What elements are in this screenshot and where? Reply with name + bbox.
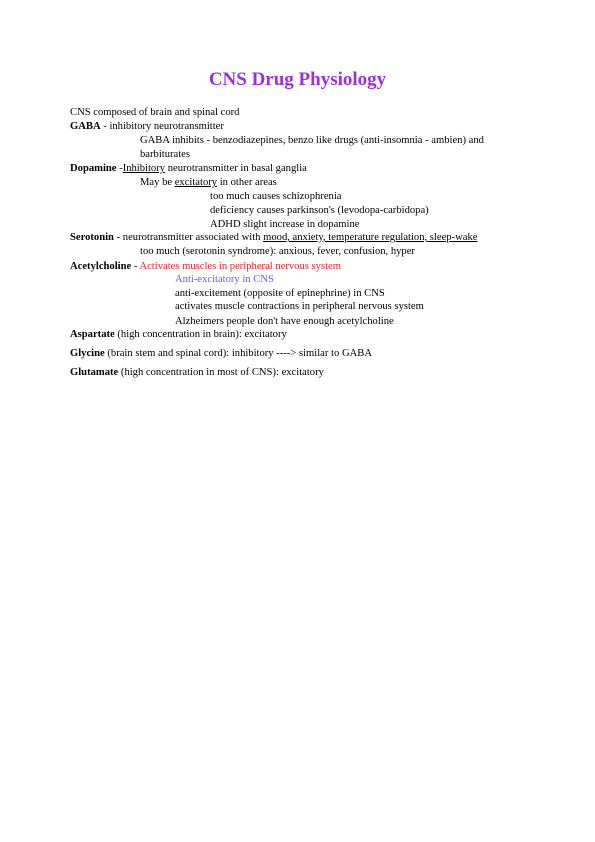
glutamate-line: [70, 366, 324, 379]
glycine-desc: (brain stem and spinal cord): inhibitory ----> similar to GABA: [104, 348, 372, 359]
acetylcholine-term: Acetylcholine: [70, 261, 132, 272]
dopamine-desc: neurotransmitter in basal ganglia: [165, 163, 307, 174]
gaba-sep: -: [100, 121, 110, 132]
page-title: CNS Drug Physiology: [208, 69, 387, 90]
dopamine-detail-2: deficiency causes parkinson's (levodopa-carbidopa): [210, 205, 429, 216]
acetylcholine-desc: Activates muscles in peripheral nervous system: [139, 261, 341, 272]
acetylcholine-detail-3: activates muscle contractions in peripheral nervous system: [175, 301, 424, 312]
dopamine-inhibitory: Inhibitory: [122, 163, 166, 174]
gaba-term: GABA: [70, 121, 101, 132]
aspartate-term: Aspartate: [70, 329, 115, 340]
glycine-term: Glycine: [70, 348, 105, 359]
acetylcholine-detail-2: anti-excitement (opposite of epinephrine) in CNS: [175, 288, 385, 299]
serotonin-associations: mood, anxiety, temperature regulation, sleep-wake: [263, 232, 478, 243]
acetylcholine-detail-1: Anti-excitatory in CNS: [175, 274, 274, 285]
serotonin-desc: neurotransmitter associated with: [122, 232, 264, 243]
dopamine-term: Dopamine: [70, 163, 117, 174]
dopamine-excitatory: excitatory: [174, 177, 218, 188]
acetylcholine-line: [70, 260, 341, 273]
gaba-sub-1: GABA inhibits - benzodiazepines, benzo like drugs (anti-insomnia - ambien) and: [140, 135, 484, 146]
dopamine-detail-1: too much causes schizophrenia: [210, 191, 342, 202]
dopamine-line: [70, 162, 307, 175]
dopamine-may-line: [140, 176, 277, 189]
acetylcholine-sep: -: [131, 261, 140, 272]
serotonin-sep: -: [113, 232, 123, 243]
serotonin-line: [70, 231, 477, 244]
gaba-line: [70, 120, 224, 133]
glutamate-term: Glutamate: [70, 367, 119, 378]
glycine-line: [70, 347, 372, 360]
gaba-sub-2: barbiturates: [140, 149, 191, 160]
dopamine-sep: -: [116, 163, 123, 174]
acetylcholine-detail-4: Alzheimers people don't have enough acetylcholine: [175, 316, 394, 327]
serotonin-term: Serotonin: [70, 232, 114, 243]
gaba-desc: inhibitory neurotransmitter: [109, 121, 224, 132]
aspartate-line: [70, 328, 287, 341]
serotonin-detail-1: too much (serotonin syndrome): anxious, fever, confusion, hyper: [140, 246, 415, 257]
glutamate-desc: (high concentration in most of CNS): excitatory: [118, 367, 324, 378]
dopamine-may-pre: May be: [140, 177, 175, 188]
text-line-cns: CNS composed of brain and spinal cord: [70, 107, 240, 118]
dopamine-detail-3: ADHD slight increase in dopamine: [210, 219, 360, 230]
dopamine-may-post: in other areas: [217, 177, 277, 188]
aspartate-desc: (high concentration in brain): excitatory: [114, 329, 287, 340]
